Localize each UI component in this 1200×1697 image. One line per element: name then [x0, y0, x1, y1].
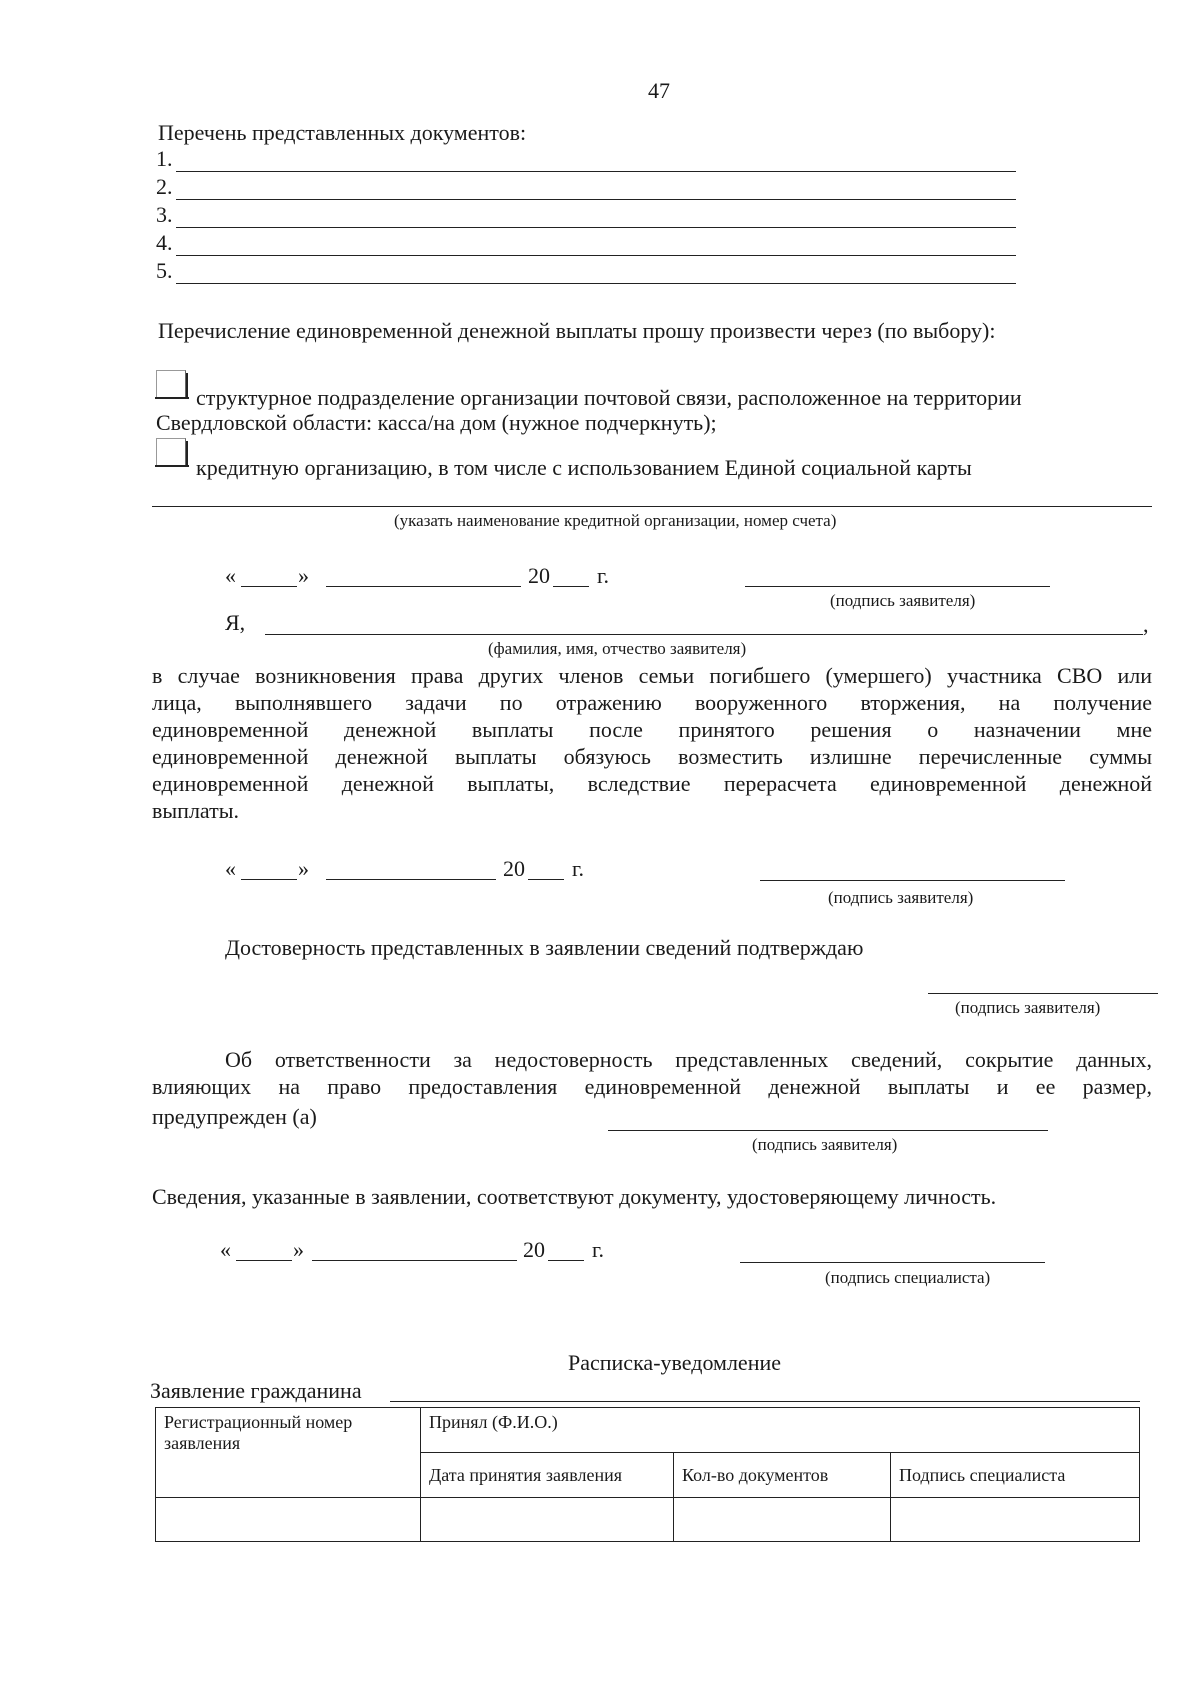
applicant-signature-field[interactable] — [760, 880, 1065, 881]
post-office-checkbox[interactable] — [156, 370, 186, 398]
credit-org-checkbox[interactable] — [156, 438, 186, 466]
year-field[interactable] — [553, 586, 589, 587]
credit-org-option: кредитную организацию, в том числе с использованием Единой социальной карты — [196, 455, 972, 480]
bank-details-hint: (указать наименование кредитной организации, номер счета) — [394, 511, 837, 530]
specialist-signature-cell[interactable] — [891, 1498, 1140, 1542]
applicant-fio-hint: (фамилия, имя, отчество заявителя) — [488, 639, 747, 658]
reg-number-header: Регистрационный номер заявления — [156, 1408, 421, 1498]
document-item-number: 5. — [156, 258, 173, 283]
specialist-signature-field[interactable] — [740, 1262, 1045, 1263]
document-item-line[interactable] — [176, 283, 1016, 284]
receipt-title: Расписка-уведомление — [568, 1350, 782, 1375]
date-accepted-header: Дата принятия заявления — [421, 1453, 674, 1498]
post-office-option-line2: Свердловской области: касса/на дом (нужное подчеркнуть); — [156, 410, 717, 435]
year-field[interactable] — [528, 879, 564, 880]
reg-number-cell[interactable] — [156, 1498, 421, 1542]
document-item-line[interactable] — [176, 171, 1016, 172]
payment-heading: Перечисление единовременной денежной выплаты прошу произвести через (по выбору): — [158, 318, 996, 343]
applicant-signature-hint: (подпись заявителя) — [752, 1135, 898, 1154]
obligation-paragraph: в случае возникновения права других членов семьи погибшего (умершего) участника СВО или лица, выполнявшего задачи по отражению вооруженного вторжения, на получение единовременной денежной выплаты после принятого решения о назначении мне единовременной денежной выплаты обязуюсь возместить излишне перечисленные суммы единовременной денежной выплаты, вследствие перерасчета единовременной денежной выплаты. — [152, 663, 1152, 823]
responsibility-paragraph: Об ответственности за недостоверность представленных сведений, сокрытие данных, влияющих на право предоставления единовременной денежной выплаты и ее размер, — [152, 1047, 1152, 1099]
document-item-line[interactable] — [176, 227, 1016, 228]
confirm-statement: Достоверность представленных в заявлении сведений подтверждаю — [225, 935, 864, 960]
day-field[interactable] — [236, 1260, 292, 1261]
applicant-signature-field[interactable] — [745, 586, 1050, 587]
day-field[interactable] — [241, 586, 297, 587]
application-field[interactable] — [390, 1401, 1140, 1402]
receipt-table — [155, 1407, 1140, 1542]
document-item-number: 3. — [156, 202, 173, 227]
bank-details-field[interactable] — [152, 506, 1152, 507]
day-field[interactable] — [241, 879, 297, 880]
applicant-fio-field[interactable] — [265, 634, 1143, 635]
page-number: 47 — [648, 78, 670, 103]
document-item-number: 4. — [156, 230, 173, 255]
specialist-signature-header: Подпись специалиста — [891, 1453, 1140, 1498]
application-label: Заявление гражданина — [150, 1378, 362, 1403]
documents-heading: Перечень представленных документов: — [158, 120, 527, 145]
doc-count-cell[interactable] — [674, 1498, 891, 1542]
applicant-signature-hint: (подпись заявителя) — [955, 998, 1101, 1017]
ya-label: Я, — [225, 610, 246, 635]
document-item-number: 1. — [156, 146, 173, 171]
applicant-signature-field[interactable] — [608, 1130, 1048, 1131]
doc-count-header: Кол-во документов — [674, 1453, 891, 1498]
document-item-line[interactable] — [176, 199, 1016, 200]
accepted-by-header: Принял (Ф.И.О.) — [421, 1408, 1140, 1453]
month-field[interactable] — [326, 879, 496, 880]
month-field[interactable] — [312, 1260, 517, 1261]
applicant-signature-hint: (подпись заявителя) — [828, 888, 974, 907]
applicant-signature-hint: (подпись заявителя) — [830, 591, 976, 610]
month-field[interactable] — [326, 586, 521, 587]
specialist-signature-hint: (подпись специалиста) — [825, 1268, 991, 1287]
post-office-option-line1: структурное подразделение организации почтовой связи, расположенное на территории — [196, 385, 1022, 410]
document-item-number: 2. — [156, 174, 173, 199]
year-field[interactable] — [548, 1260, 584, 1261]
warned-label: предупрежден (а) — [152, 1104, 317, 1129]
date-accepted-cell[interactable] — [421, 1498, 674, 1542]
applicant-signature-field[interactable] — [928, 993, 1158, 994]
document-item-line[interactable] — [176, 255, 1016, 256]
identity-statement: Сведения, указанные в заявлении, соответствуют документу, удостоверяющему личность. — [152, 1184, 997, 1209]
